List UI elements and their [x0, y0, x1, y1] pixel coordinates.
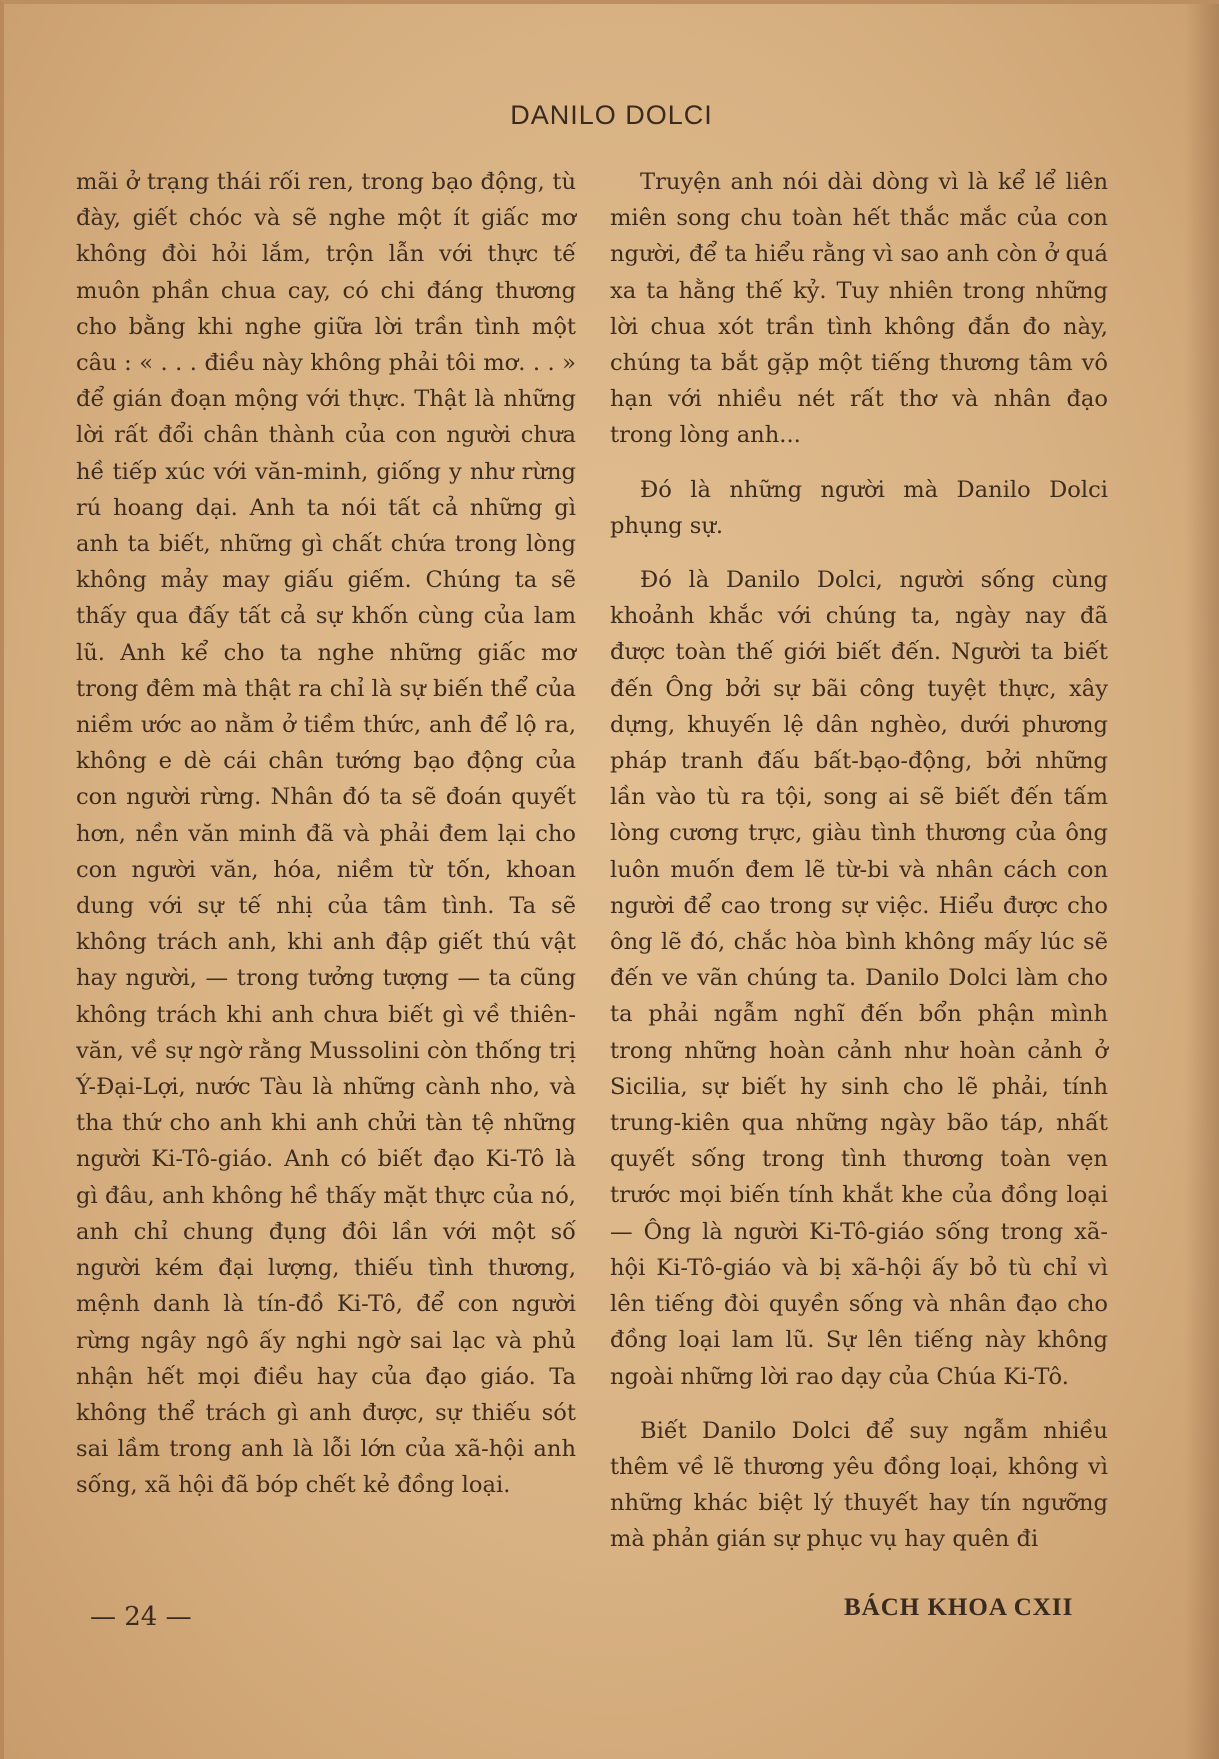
- running-header: DANILO DOLCI: [510, 100, 713, 130]
- right-paragraph-3: Đó là Danilo Dolci, người sống cùng khoảnh khắc với chúng ta, ngày nay đã được toàn thế giới biết đến. Người ta biết đến Ông bởi sự bãi công tuyệt thực, xây dựng, khuyến lệ dân nghèo, dưới phương pháp tranh đấu bất-bạo-động, bởi những lần vào tù ra tội, song ai sẽ biết đến tấm lòng cương trực, giàu tình thương của ông luôn muốn đem lẽ từ-bi và nhân cách con người để cao trong sự việc. Hiểu được cho ông lẽ đó, chắc hòa bình không mấy lúc sẽ đến ve vãn chúng ta. Danilo Dolci làm cho ta phải ngẫm nghĩ đến bổn phận mình trong những hoàn cảnh như hoàn cảnh ở Sicilia, sự biết hy sinh cho lẽ phải, tính trung-kiên qua những ngày bão táp, nhất quyết sống trong tình thương toàn vẹn trước mọi biến tính khắt khe của đồng loại — Ông là người Ki-Tô-giáo sống trong xã-hội Ki-Tô-giáo và bị xã-hội ấy bỏ tù chỉ vì lên tiếng đòi quyền sống và nhân đạo cho đồng loại lam lũ. Sự lên tiếng này không ngoài những lời rao dạy của Chúa Ki-Tô.: [610, 567, 1108, 1390]
- page-number: — 24 —: [90, 1602, 192, 1632]
- left-column: [76, 164, 576, 1504]
- right-paragraph-4: Biết Danilo Dolci để suy ngẫm nhiều thêm về lẽ thương yêu đồng loại, không vì những khác biệt lý thuyết hay tín ngưỡng mà phản gián sự phục vụ hay quên đi: [610, 1417, 1108, 1553]
- right-column: [610, 164, 1108, 1576]
- left-paragraph-1: mãi ở trạng thái rối ren, trong bạo động, tù đày, giết chóc và sẽ nghe một ít giấc mơ không đòi hỏi lắm, trộn lẫn với thực tế muôn phần chua cay, có chi đáng thương cho bằng khi nghe giữa lời trần tình một câu : « . . . điều này không phải tôi mơ. . . » để gián đoạn mộng với thực. Thật là những lời rất đổi chân thành của con người chưa hề tiếp xúc với văn-minh, giống y như rừng rú hoang dại. Anh ta nói tất cả những gì anh ta biết, những gì chất chứa trong lòng không mảy may giấu giếm. Chúng ta sẽ thấy qua đấy tất cả sự khốn cùng của lam lũ. Anh kể cho ta nghe những giấc mơ trong đêm mà thật ra chỉ là sự biến thể của niềm ước ao nằm ở tiềm thức, anh để lộ ra, không e dè cái chân tướng bạo động của con người rừng. Nhân đó ta sẽ đoán quyết hơn, nền văn minh đã và phải đem lại cho con người văn, hóa, niềm từ tốn, khoan dung với sự tế nhị của tâm tình. Ta sẽ không trách anh, khi anh đập giết thú vật hay người, — trong tưởng tượng — ta cũng không trách khi anh chưa biết gì về thiên-văn, về sự ngờ rằng Mussolini còn thống trị Ý-Đại-Lợi, nước Tàu là những cành nho, và tha thứ cho anh khi anh chửi tàn tệ những người Ki-Tô-giáo. Anh có biết đạo Ki-Tô là gì đâu, anh không hề thấy mặt thực của nó, anh chỉ chung đụng đôi lần với một số người kém đại lượng, thiếu tình thương, mệnh danh là tín-đồ Ki-Tô, để con người rừng ngây ngô ấy nghi ngờ sai lạc và phủ nhận hết mọi điều hay của đạo giáo. Ta không thể trách gì anh được, sự thiếu sót sai lầm trong anh là lỗi lớn của xã-hội anh sống, xã hội đã bóp chết kẻ đồng loại.: [76, 169, 576, 1499]
- right-paragraph-2: Đó là những người mà Danilo Dolci phụng sự.: [610, 476, 1108, 539]
- page-edge-shadow: [1185, 4, 1219, 1759]
- right-paragraph-1: Truyện anh nói dài dòng vì là kể lể liên miên song chu toàn hết thắc mắc của con người, để ta hiểu rằng vì sao anh còn ở quá xa ta hằng thế kỷ. Tuy nhiên trong những lời chua xót trần tình không đắn đo này, chúng ta bắt gặp một tiếng thương tâm vô hạn với nhiều nét rất thơ và nhân đạo trong lòng anh...: [610, 169, 1108, 449]
- magazine-issue: BÁCH KHOA CXII: [844, 1594, 1074, 1621]
